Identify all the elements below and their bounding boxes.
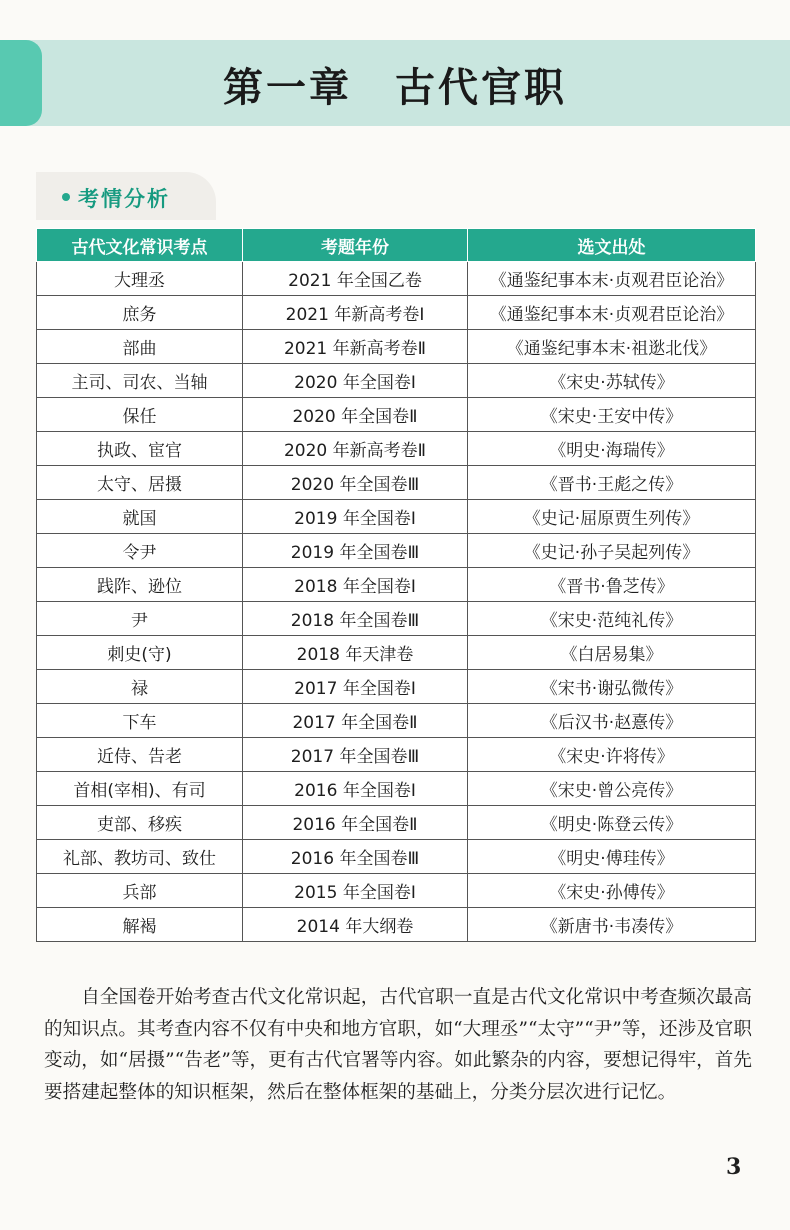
table-row	[37, 772, 756, 806]
table-row	[37, 738, 756, 772]
intro-paragraph: 自全国卷开始考查古代文化常识起，古代官职一直是古代文化常识中考查频次最高的知识点。其考查内容不仅有中央和地方官职，如“大理丞”“太守”“尹”等，还涉及官职变动，如“居摄”“告老”等，更有古代官署等内容。如此繁杂的内容，要想记得牢，首先要搭建起整体的知识框架，然后在整体框架的基础上，分类分层次进行记忆。	[44, 987, 752, 1103]
cell-source-text: 《史记·孙子吴起列传》	[468, 534, 756, 568]
header-exam-year: 考题年份	[243, 229, 468, 262]
cell-source-text: 《宋史·范纯礼传》	[468, 602, 756, 636]
cell-exam-year: 2020 年全国卷Ⅲ	[243, 466, 468, 500]
cell-source-text: 《新唐书·韦凑传》	[468, 908, 756, 942]
cell-exam-year: 2019 年全国卷Ⅰ	[243, 500, 468, 534]
table-body	[37, 262, 756, 942]
table-row	[37, 636, 756, 670]
cell-source-text: 《白居易集》	[468, 636, 756, 670]
table-row	[37, 466, 756, 500]
table-row	[37, 296, 756, 330]
cell-knowledge-point: 礼部、教坊司、致仕	[37, 840, 243, 874]
chapter-title: 第一章 古代官职	[223, 65, 567, 111]
table-row	[37, 908, 756, 942]
cell-knowledge-point: 兵部	[37, 874, 243, 908]
table-row	[37, 364, 756, 398]
cell-exam-year: 2021 年全国乙卷	[243, 262, 468, 296]
table-row	[37, 704, 756, 738]
cell-source-text: 《通鉴纪事本末·祖逖北伐》	[468, 330, 756, 364]
cell-knowledge-point: 吏部、移疾	[37, 806, 243, 840]
cell-knowledge-point: 庶务	[37, 296, 243, 330]
table-row	[37, 670, 756, 704]
bullet-dot-icon	[62, 193, 70, 201]
cell-source-text: 《宋史·王安中传》	[468, 398, 756, 432]
cell-source-text: 《通鉴纪事本末·贞观君臣论治》	[468, 296, 756, 330]
cell-exam-year: 2017 年全国卷Ⅱ	[243, 704, 468, 738]
cell-knowledge-point: 尹	[37, 602, 243, 636]
cell-exam-year: 2020 年全国卷Ⅱ	[243, 398, 468, 432]
table-row	[37, 398, 756, 432]
cell-source-text: 《宋史·曾公亮传》	[468, 772, 756, 806]
cell-exam-year: 2021 年新高考卷Ⅱ	[243, 330, 468, 364]
page-number: 3	[726, 1154, 742, 1180]
table-row	[37, 534, 756, 568]
cell-knowledge-point: 践阼、逊位	[37, 568, 243, 602]
cell-source-text: 《明史·傅珪传》	[468, 840, 756, 874]
cell-source-text: 《明史·海瑞传》	[468, 432, 756, 466]
table-row	[37, 500, 756, 534]
cell-knowledge-point: 主司、司农、当轴	[37, 364, 243, 398]
cell-exam-year: 2019 年全国卷Ⅲ	[243, 534, 468, 568]
cell-exam-year: 2020 年新高考卷Ⅱ	[243, 432, 468, 466]
cell-knowledge-point: 首相(宰相)、有司	[37, 772, 243, 806]
cell-exam-year: 2015 年全国卷Ⅰ	[243, 874, 468, 908]
table-row	[37, 874, 756, 908]
cell-knowledge-point: 就国	[37, 500, 243, 534]
cell-exam-year: 2018 年全国卷Ⅰ	[243, 568, 468, 602]
table-row	[37, 568, 756, 602]
cell-source-text: 《史记·屈原贾生列传》	[468, 500, 756, 534]
table-row	[37, 806, 756, 840]
cell-knowledge-point: 禄	[37, 670, 243, 704]
cell-source-text: 《后汉书·赵憙传》	[468, 704, 756, 738]
table-row	[37, 432, 756, 466]
header-knowledge-point: 古代文化常识考点	[37, 229, 243, 262]
cell-source-text: 《通鉴纪事本末·贞观君臣论治》	[468, 262, 756, 296]
table-row	[37, 330, 756, 364]
table-header-row	[37, 229, 756, 262]
cell-source-text: 《宋史·孙傅传》	[468, 874, 756, 908]
table-row	[37, 602, 756, 636]
cell-source-text: 《宋书·谢弘微传》	[468, 670, 756, 704]
cell-exam-year: 2018 年天津卷	[243, 636, 468, 670]
cell-knowledge-point: 近侍、告老	[37, 738, 243, 772]
cell-knowledge-point: 大理丞	[37, 262, 243, 296]
table-row	[37, 840, 756, 874]
cell-exam-year: 2016 年全国卷Ⅱ	[243, 806, 468, 840]
cell-exam-year: 2018 年全国卷Ⅲ	[243, 602, 468, 636]
cell-exam-year: 2016 年全国卷Ⅰ	[243, 772, 468, 806]
cell-knowledge-point: 下车	[37, 704, 243, 738]
cell-source-text: 《宋史·许将传》	[468, 738, 756, 772]
cell-knowledge-point: 刺史(守)	[37, 636, 243, 670]
cell-exam-year: 2017 年全国卷Ⅲ	[243, 738, 468, 772]
exam-analysis-table	[36, 228, 756, 942]
cell-knowledge-point: 保任	[37, 398, 243, 432]
cell-source-text: 《晋书·王彪之传》	[468, 466, 756, 500]
cell-exam-year: 2014 年大纲卷	[243, 908, 468, 942]
section-title: 考情分析	[78, 187, 170, 211]
cell-knowledge-point: 令尹	[37, 534, 243, 568]
table-row	[37, 262, 756, 296]
cell-source-text: 《晋书·鲁芝传》	[468, 568, 756, 602]
cell-source-text: 《明史·陈登云传》	[468, 806, 756, 840]
cell-knowledge-point: 执政、宦官	[37, 432, 243, 466]
cell-knowledge-point: 部曲	[37, 330, 243, 364]
header-source-text: 选文出处	[468, 229, 756, 262]
cell-exam-year: 2017 年全国卷Ⅰ	[243, 670, 468, 704]
cell-exam-year: 2020 年全国卷Ⅰ	[243, 364, 468, 398]
cell-exam-year: 2021 年新高考卷Ⅰ	[243, 296, 468, 330]
cell-knowledge-point: 太守、居摄	[37, 466, 243, 500]
cell-exam-year: 2016 年全国卷Ⅲ	[243, 840, 468, 874]
cell-source-text: 《宋史·苏轼传》	[468, 364, 756, 398]
cell-knowledge-point: 解褐	[37, 908, 243, 942]
